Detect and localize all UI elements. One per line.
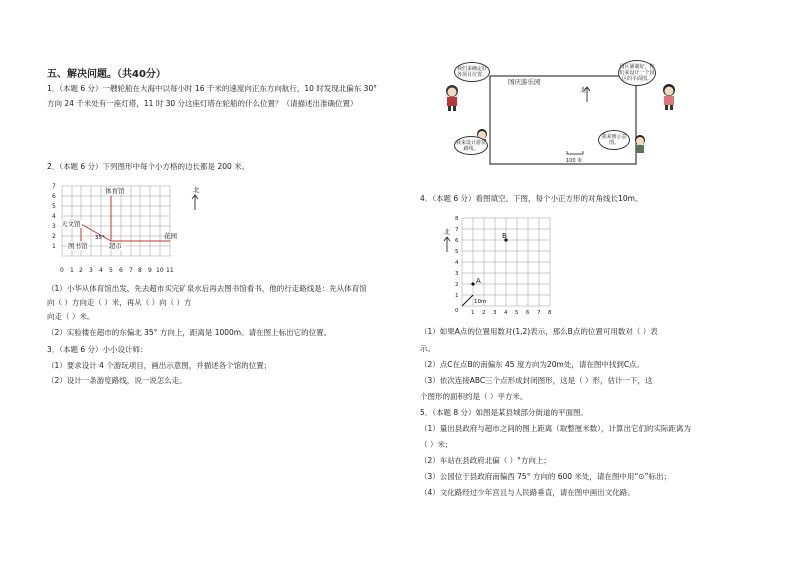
- q4-sub2: （2）点C在点B的南偏东 45 度方向为20m处，请在图中找到C点。: [420, 360, 645, 369]
- q5-sub1-a: （1）量出县政府与超市之间的图上距离（取整厘米数），计算出它们的实际距离为: [420, 424, 692, 433]
- q4-sub3-a: （3）依次连接ABC三个点形成封闭图形，这是（ ）形，估计一下，这: [420, 376, 653, 385]
- q4-xtick: 5: [515, 310, 519, 316]
- q5-sub1-b: （ ）米；: [420, 440, 453, 449]
- speech-bubble: 园区铺制好，你们来设计一个园区的平面图。: [618, 60, 656, 86]
- north-label: 北: [193, 186, 200, 194]
- label-chaoshi: 超市: [109, 242, 122, 250]
- q5-sub2: （2）车站在县政府北偏（ ）°方向上；: [420, 456, 551, 465]
- q2-ytick: 4: [52, 213, 56, 220]
- speech-bubble: 我们来确定好各项目位置。: [454, 62, 490, 82]
- label-angle: 35°: [95, 235, 105, 241]
- q2-ytick: 6: [52, 193, 56, 200]
- boy-figure-icon: [446, 85, 458, 111]
- q4-ytick: 0: [455, 308, 459, 314]
- q5-line1: 5．（本题 8 分）如图是某县城部分街道的平面图。: [420, 408, 589, 417]
- q4-ytick: 3: [455, 271, 459, 277]
- q2-xtick: 6: [119, 267, 123, 274]
- label-tiyuguan: 体育馆: [105, 187, 125, 195]
- point-a: [471, 282, 474, 285]
- north-arrow-icon: [192, 195, 198, 210]
- q2-ytick: 5: [52, 203, 56, 210]
- q4-sub3-b: 个图形的面积约是（ ）平方米。: [420, 392, 528, 401]
- q1-line2: 方向 24 千米处有一座灯塔，11 时 30 分这座灯塔在轮船的什么位置？（请描述出准确位置）: [47, 99, 358, 108]
- q4-ytick: 7: [455, 227, 459, 233]
- q5-sub3: （3）公园位于县政府南偏西 75° 方向的 600 米处，请在图中用“⊙”标出；: [420, 472, 671, 481]
- q4-ytick: 2: [455, 282, 459, 288]
- q2-xtick: 10: [156, 267, 164, 274]
- q2-xtick: 5: [109, 267, 113, 274]
- q2-grid-figure: [40, 180, 250, 280]
- q3-sub2: （2）设计一条游览路线，说一说怎么走。: [47, 376, 187, 385]
- q4-ytick: 1: [455, 293, 459, 299]
- point-b-label: B: [502, 232, 507, 240]
- q4-north-label: 北: [444, 229, 451, 236]
- q2-ytick: 7: [52, 183, 56, 190]
- point-a-label: A: [476, 277, 481, 285]
- q2-xtick: 0: [60, 267, 64, 274]
- q2-sub1-a: （1）小华从体育馆出发，先去超市买完矿泉水后再去图书馆看书，他的行走路线是：先从体育馆: [47, 284, 367, 293]
- label-tianwenguan: 天文馆: [61, 220, 81, 228]
- q4-ytick: 6: [455, 238, 459, 244]
- q4-xtick: 1: [471, 310, 475, 316]
- q2-xtick: 2: [79, 267, 83, 274]
- q4-grid-figure: [446, 210, 586, 320]
- q2-line1: 2．（本题 6 分）下列图形中每个小方格的边长都是 200 米。: [47, 162, 250, 171]
- diagonal-scale-line: [462, 295, 473, 306]
- label-tushuguan: 图书馆: [68, 242, 88, 250]
- q4-xtick: 3: [493, 310, 497, 316]
- q2-sub2: （2）实验楼在超市的东偏北 35° 方向上，距离是 1000m。请在图上标出它的位置。: [47, 328, 332, 337]
- q2-xtick: 3: [89, 267, 93, 274]
- q4-scale-label: 10m: [474, 299, 487, 305]
- q2-xtick: 1: [70, 267, 74, 274]
- q4-ytick: 5: [455, 249, 459, 255]
- speech-bubble: 我来设计游玩路线。: [454, 136, 488, 155]
- q5-sub4: （4）文化路经过少年宫且与人民路垂直，请在图中画出文化路。: [420, 488, 635, 497]
- q2-ytick: 3: [52, 223, 56, 230]
- speech-bubble: 我来画示意图。: [598, 130, 630, 150]
- q2-sub1-b: 向（ ）方向走（ ）米，再从（ ）向（ ）方: [47, 298, 192, 307]
- q4-xtick: 8: [548, 310, 552, 316]
- q4-xtick: 7: [537, 310, 541, 316]
- q3-line1: 3．（本题 6 分）小小设计师：: [47, 345, 148, 354]
- q4-xtick: 6: [526, 310, 530, 316]
- q4-xtick: 4: [504, 310, 508, 316]
- q2-xtick: 8: [138, 267, 142, 274]
- q2-sub1-c: 向走（ ）米。: [47, 312, 95, 321]
- q4-xtick: 2: [482, 310, 486, 316]
- q4-ytick: 4: [455, 260, 459, 266]
- q2-xtick: 7: [129, 267, 133, 274]
- north-arrow-icon: [444, 237, 450, 252]
- q3-sub1: （1）要求设计 4 个游玩项目，画出示意图，并描述各个馆的位置；: [47, 361, 272, 370]
- girl-figure-icon: [663, 84, 675, 110]
- park-north-label: 北: [580, 87, 587, 94]
- q4-ytick: 8: [455, 216, 459, 222]
- q2-xtick: 4: [99, 267, 103, 274]
- q2-xtick: 11: [166, 267, 174, 274]
- label-huayuan: 花园: [164, 232, 177, 240]
- section-title: 五、解决问题。（共40分）: [47, 69, 166, 80]
- q2-xtick: 9: [148, 267, 152, 274]
- park-title: 国庆游乐园: [508, 78, 541, 86]
- q4-sub1-b: 示。: [420, 344, 435, 353]
- q4-sub1-a: （1）如果A点的位置用数对(1,2)表示，那么B点的位置可用数对（ ）表: [420, 327, 658, 336]
- park-scale-label: 100 米: [566, 158, 583, 164]
- q2-ytick: 1: [52, 243, 56, 250]
- q4-line1: 4．（本题 6 分）看图填空。下图，每个小正方形的对角线长10m。: [420, 194, 643, 203]
- q1-line1: 1．（本题 6 分）一艘轮船在大海中以每小时 16 千米的速度向正东方向航行，10 时发现北偏东 30°: [47, 84, 377, 93]
- q2-ytick: 2: [52, 233, 56, 240]
